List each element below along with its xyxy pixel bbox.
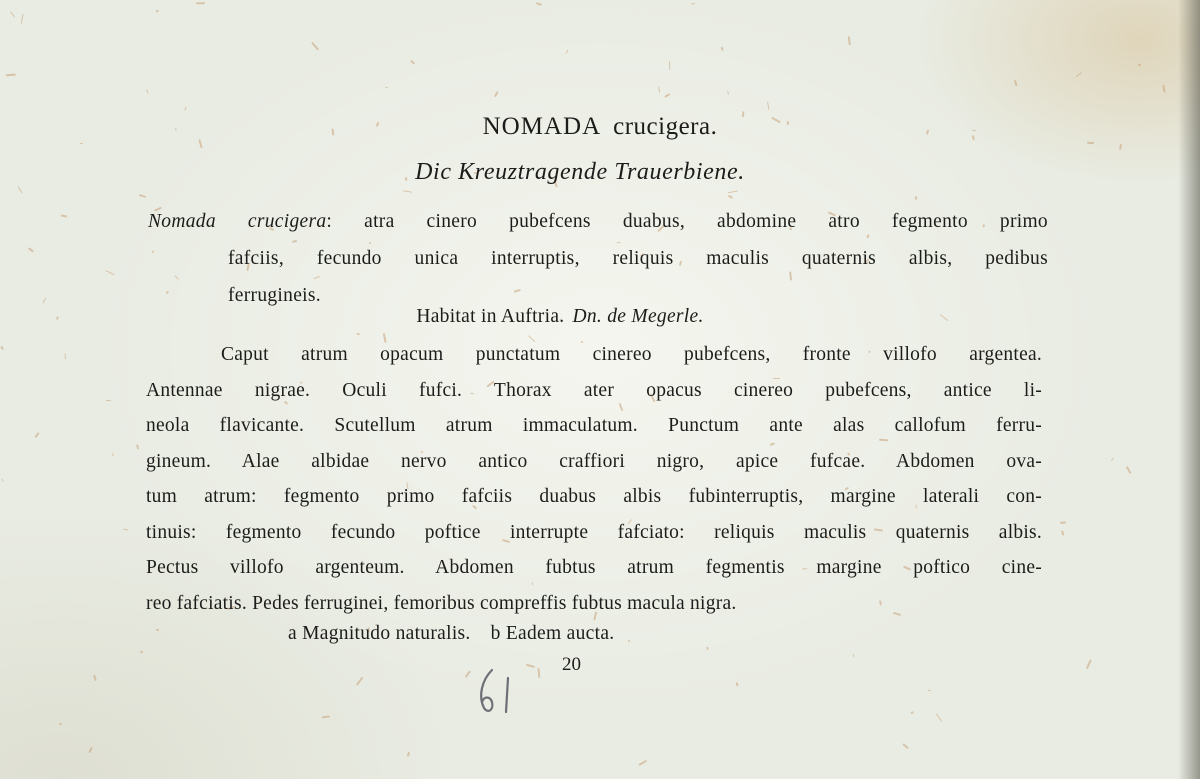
paper-fiber bbox=[536, 2, 542, 6]
paper-fiber bbox=[848, 36, 850, 45]
paper-fiber bbox=[42, 297, 46, 303]
paper-fiber bbox=[911, 711, 914, 714]
description-line: Caput atrum opacum punctatum cinereo pubefcens, fronte villofo argentea. bbox=[221, 344, 1042, 365]
paper-fiber bbox=[1087, 142, 1095, 145]
paper-fiber bbox=[721, 47, 725, 52]
paper-fiber bbox=[136, 444, 139, 450]
pencil-annotation-mark bbox=[470, 662, 530, 722]
description-paragraph bbox=[146, 337, 1042, 621]
paper-fiber bbox=[93, 674, 96, 680]
paper-fiber bbox=[638, 760, 647, 766]
paper-fiber bbox=[139, 194, 146, 198]
diagnosis-line-1 bbox=[148, 203, 1048, 240]
paper-fiber bbox=[0, 346, 4, 351]
caption-a: a Magnitudo naturalis. bbox=[288, 623, 471, 644]
german-common-name: Dic Kreuztragende Trauerbiene. bbox=[415, 159, 745, 185]
diagnosis-line-1-text: : atra cinero pubefcens duabus, abdomine atro fegmento primo bbox=[326, 211, 1048, 232]
paper-fiber bbox=[311, 41, 319, 50]
paper-fiber bbox=[1076, 72, 1083, 77]
paper-fiber bbox=[936, 713, 943, 722]
paper-fiber bbox=[566, 50, 569, 54]
description-line: tinuis: fegmento fecundo poftice interrupte fafciato: reliquis maculis quaternis albis. bbox=[146, 521, 1042, 543]
paper-fiber bbox=[403, 190, 412, 193]
paper-fiber bbox=[1138, 64, 1142, 67]
caption-b: b Eadem aucta. bbox=[490, 623, 615, 644]
paper-fiber bbox=[1120, 144, 1122, 150]
paper-fiber bbox=[658, 87, 660, 93]
description-line: Antennae nigrae. Oculi fufci. Thorax ater opacus cinereo pubefcens, antice li- bbox=[146, 379, 1042, 401]
paper-fiber bbox=[357, 333, 360, 335]
paper-fiber bbox=[902, 744, 909, 750]
paper-fiber bbox=[58, 723, 62, 727]
paper-fiber bbox=[1111, 457, 1114, 461]
paper-fiber bbox=[10, 11, 15, 18]
paper-fiber bbox=[156, 9, 159, 12]
paper-fiber bbox=[6, 73, 16, 76]
title-genus: NOMADA bbox=[482, 113, 602, 140]
description-line: neola flavicante. Scutellum atrum immaculatum. Punctum ante alas callofum ferru- bbox=[146, 415, 1042, 436]
paper-fiber bbox=[35, 432, 40, 438]
paper-fiber bbox=[728, 195, 733, 199]
paper-fiber bbox=[915, 196, 918, 200]
paper-fiber bbox=[767, 101, 770, 109]
page-number: 20 bbox=[562, 654, 581, 675]
paper-fiber bbox=[356, 676, 363, 685]
paper-fiber bbox=[664, 94, 670, 99]
paper-fiber bbox=[1060, 522, 1066, 524]
paper-fiber bbox=[1086, 659, 1092, 669]
figure-caption bbox=[288, 623, 614, 645]
paper-fiber bbox=[1162, 85, 1165, 93]
paper-fiber bbox=[406, 751, 410, 756]
habitat-author: Dn. de Megerle. bbox=[572, 306, 704, 327]
species-diagnosis bbox=[148, 203, 1048, 314]
paper-fiber bbox=[64, 354, 66, 360]
paper-fiber bbox=[139, 650, 143, 654]
diagnosis-line-3: ferrugineis. bbox=[228, 285, 321, 306]
paper-fiber bbox=[735, 682, 739, 686]
paper-fiber bbox=[494, 90, 499, 97]
paper-fiber bbox=[322, 716, 330, 719]
paper-fiber bbox=[105, 269, 114, 274]
paper-fiber bbox=[61, 215, 67, 218]
paper-fiber bbox=[928, 690, 931, 692]
page-title bbox=[0, 113, 1200, 141]
diagnosis-species-name: Nomada crucigera bbox=[148, 211, 327, 232]
paper-fiber bbox=[80, 143, 83, 145]
paper-fiber bbox=[385, 86, 388, 88]
paper-fiber bbox=[17, 186, 22, 193]
title-species: crucigera. bbox=[613, 113, 718, 140]
paper-fiber bbox=[1126, 466, 1131, 473]
habitat-line bbox=[0, 306, 1120, 328]
paper-fiber bbox=[196, 2, 205, 4]
paper-fiber bbox=[122, 529, 127, 531]
paper-fiber bbox=[28, 247, 34, 252]
paper-fiber bbox=[728, 190, 738, 193]
paper-fiber bbox=[112, 453, 114, 456]
paper-fiber bbox=[1014, 80, 1017, 86]
paper-fiber bbox=[691, 2, 695, 4]
paper-fiber bbox=[705, 647, 708, 650]
habitat-text: Habitat in Auftria. bbox=[416, 306, 565, 327]
description-line: Pectus villofo argenteum. Abdomen fubtus atrum fegmentis margine poftico cine- bbox=[146, 557, 1042, 578]
paper-fiber bbox=[409, 60, 414, 65]
paper-fiber bbox=[669, 61, 671, 70]
description-line: tum atrum: fegmento primo fafciis duabus albis fubinterruptis, margine laterali con- bbox=[146, 486, 1042, 507]
diagnosis-line-2: fafciis, fecundo unica interruptis, reliquis maculis quaternis albis, pedibus bbox=[228, 248, 1048, 269]
paper-fiber bbox=[156, 629, 159, 631]
description-line: gineum. Alae albidae nervo antico craffiori nigro, apice fufcae. Abdomen ova- bbox=[146, 450, 1042, 472]
paper-fiber bbox=[628, 639, 631, 642]
paper-fiber bbox=[726, 91, 728, 95]
paper-fiber bbox=[20, 14, 23, 24]
paper-fiber bbox=[106, 400, 111, 401]
paper-fiber bbox=[853, 654, 854, 657]
paper-fiber bbox=[1061, 530, 1065, 536]
description-line: reo fafciatis. Pedes ferruginei, femoribus compreffis fubtus macula nigra. bbox=[146, 592, 737, 614]
paper-fiber bbox=[183, 106, 186, 111]
paper-fiber bbox=[537, 668, 540, 678]
paper-fiber bbox=[89, 747, 93, 753]
paper-fiber bbox=[146, 89, 149, 94]
paper-fiber bbox=[2, 479, 4, 482]
